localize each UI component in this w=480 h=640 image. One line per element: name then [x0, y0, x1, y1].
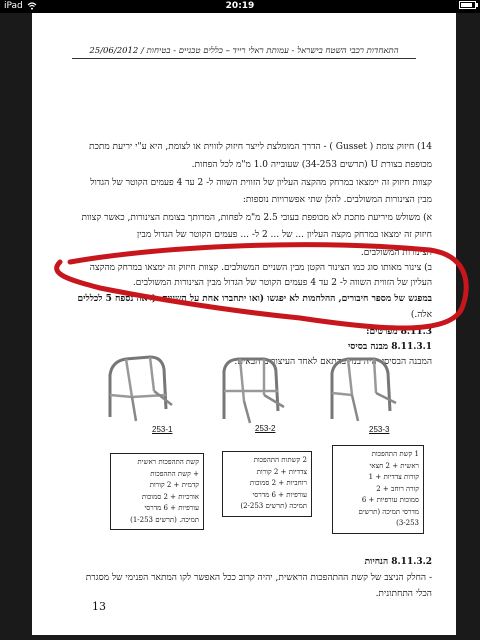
rollcage-figure-253-3	[324, 351, 404, 429]
desc-line: קורות צדדיות + 1	[368, 473, 419, 482]
desc-line: + קשת התהפכות	[150, 469, 199, 478]
desc-line: קשת התהפכות ראשית	[137, 458, 199, 466]
status-bar	[0, 0, 480, 13]
device-name: iPad	[4, 1, 23, 11]
desc-line: 3-253)	[396, 519, 419, 528]
clock: 20:19	[225, 1, 255, 11]
rollcage-figure-253-2	[214, 351, 294, 429]
figure-caption-253-3: 253-3	[369, 425, 390, 434]
body-line-8: ב) צינור מאותו סוג כמו הצינור הקטן מבין השניים המשולבים. קצוות חיזוק זה ימצאו במרחק מהקצה	[89, 263, 432, 273]
desc-line: רוחביות + 2 סמוכות	[249, 479, 307, 488]
desc-line: עורפיות + 6 מדרסי	[144, 504, 199, 513]
body-line-4: מבין הצינורות המשולבים. להלן שתי אפשרויות נוספות:	[242, 195, 432, 205]
document-page[interactable]	[32, 13, 456, 635]
desc-line: קדמית + 2 קורות	[149, 481, 199, 490]
battery-icon	[459, 1, 476, 9]
body-line-1: 14) חיזוק צומת ( Gusset ) - הדרך המומלצת לייצר חיזוק לזווית או לצומת, היא ע"י יריעת מתכת	[88, 142, 432, 152]
desc-line: תמיכה (תרשים 2-253)	[240, 502, 307, 511]
desc-line: צדדיות + 2 קורות	[256, 467, 307, 476]
desc-line: סמוכות עורפיות + 6	[361, 496, 419, 505]
desc-line: עורפיות + 6 מדרסי	[252, 490, 307, 499]
header-divider	[72, 58, 416, 59]
figure-caption-253-2: 253-2	[255, 424, 276, 433]
status-right	[459, 1, 476, 9]
section-heading-guidelines: 8.11.3.2 הנחיות	[364, 557, 432, 567]
body-line-3: קצוות חיזוק זה יימצאו במרחק מהקצה העליון של הזווית השווה ל- 2 עד 4 פעמים הקוטר של הגדול	[90, 178, 432, 188]
body-line-11: אלה.)	[410, 310, 432, 320]
section-intro: המבנה הבסיסי יהיה בנוי בהתאם לאחד העיצובים הבאים:	[234, 357, 432, 367]
desc-line: 2 קשתות התהפכות	[253, 456, 307, 464]
section-heading-basic: 8.11.3.1 מבנה בסיסי	[347, 342, 432, 352]
figure-caption-253-1: 253-1	[152, 425, 173, 434]
body-line-2: מכופפת בצורת U (תרשים 34-253) שעובייה 1.0 מ"מ לכל הפחות.	[191, 160, 432, 170]
figure-desc-box-253-3	[332, 445, 424, 534]
desc-line: מדרסי תמיכה (תרשים	[358, 507, 419, 516]
desc-line: 1 קשת התהפכות	[371, 450, 419, 458]
figure-desc-box-253-1	[110, 453, 204, 530]
rollcage-figure-253-1	[102, 351, 182, 429]
page-number: 13	[92, 600, 106, 613]
desc-line: אורכיות + 2 סמוכות	[141, 492, 199, 501]
guideline-line-2: הכלי התחתונית.	[375, 589, 432, 599]
section-heading-specs: 8.11.3 מפרטים:	[366, 327, 432, 337]
figure-desc-box-253-2	[222, 451, 312, 517]
body-line-7: הצינורות המשולבים.	[360, 248, 432, 258]
body-line-5: א) משולש מיריעת מתכת לא מכופפת בעובי 2.5 מ"מ לפחות, המרותך בצומת הצינורות, כאשר קצוות	[81, 213, 432, 223]
page-header: התאחדות רכבי השטח בישראל - עמותת ראלי רייד – כללים טכניים - בטיחות / 25/06/2012	[89, 46, 399, 56]
desc-line: קורה רוחב + 2	[376, 484, 419, 493]
body-line-6: חיזוק זה ימצאו במרחק מקצה העליון ... של ... 2 ל- ... פעמים הקוטר של הגדול מבין	[136, 230, 432, 240]
desc-line: ראשית + 2 חצאי	[369, 461, 419, 470]
desc-line: תמיכה. (תרשים 1-253)	[130, 515, 199, 524]
body-line-9: העליון של הזווית השווה ל- 2 עד 4 פעמים הקוטר של הגדול מבין הצינורות המשולבים.	[132, 278, 432, 288]
body-line-10: במפגש של מספר חיבורים, ההלחמות לא יפגשו (ואו יתחברו אחת על השנייה. (ראה נספח 5 לכללים	[77, 294, 432, 304]
guideline-line-1: - החלק הניצב של קשת ההתהפכות הראשית, יהיה קרוב ככל האפשר לקו המתאר הפנימי של מסגרת	[85, 573, 432, 583]
